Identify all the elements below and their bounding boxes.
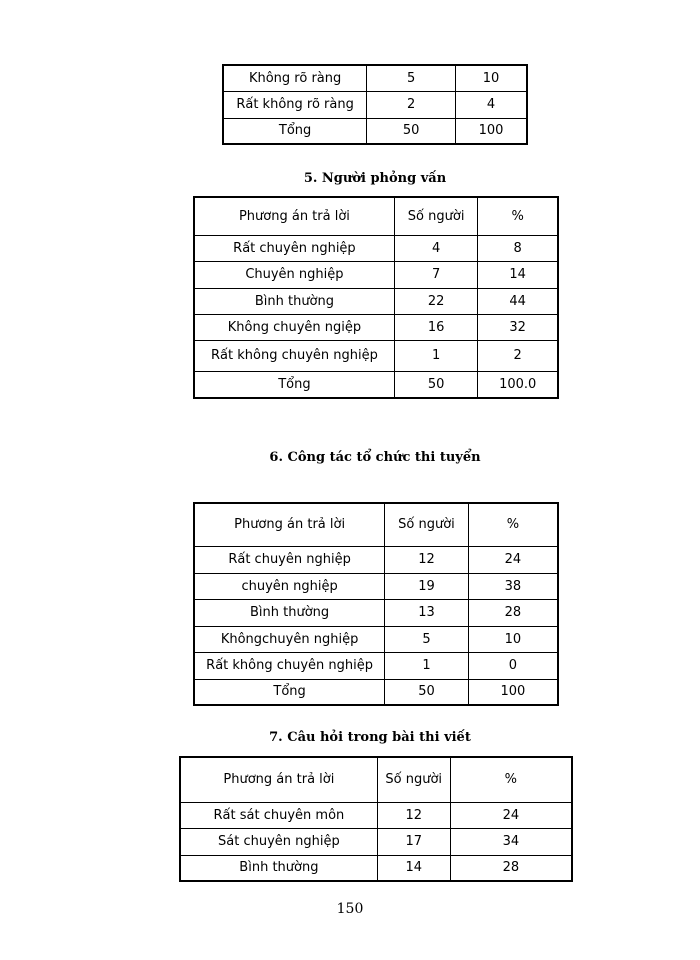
cell: Sát chuyên nghiệp: [180, 828, 377, 855]
header-cell: Số người: [394, 197, 478, 235]
cell: 100: [468, 679, 558, 705]
cell: 50: [394, 371, 478, 398]
table-header-row: [194, 197, 558, 235]
table-row: [194, 314, 558, 340]
cell: 12: [385, 546, 469, 573]
page-number: 150: [336, 901, 364, 917]
table-row: [194, 371, 558, 398]
cell: Bình thường: [194, 288, 394, 314]
table-section-7: [179, 756, 573, 882]
header-cell: Phương án trả lời: [194, 503, 385, 546]
cell: 16: [394, 314, 478, 340]
table-section-6: [193, 502, 559, 706]
cell: 24: [450, 802, 572, 828]
cell: 17: [377, 828, 450, 855]
cell: 14: [478, 261, 558, 288]
header-cell: %: [478, 197, 558, 235]
table-header-row: [194, 503, 558, 546]
cell: Không rõ ràng: [223, 65, 367, 91]
cell: 50: [367, 118, 456, 144]
cell: Chuyên nghiệp: [194, 261, 394, 288]
cell: Không chuyên ngiệp: [194, 314, 394, 340]
table-row: [194, 546, 558, 573]
cell: 100: [456, 118, 527, 144]
header-cell: Phương án trả lời: [194, 197, 394, 235]
cell: Rất sát chuyên môn: [180, 802, 377, 828]
cell: Tổng: [194, 371, 394, 398]
section-5-heading: 5. Người phỏng vấn: [303, 171, 447, 186]
cell: 100.0: [478, 371, 558, 398]
table-row: [223, 118, 527, 144]
section-6-heading: 6. Công tác tổ chức thi tuyển: [269, 450, 481, 465]
cell: 32: [478, 314, 558, 340]
cell: Tổng: [223, 118, 367, 144]
cell: 5: [367, 65, 456, 91]
table-row: [180, 855, 572, 881]
cell: Rất chuyên nghiệp: [194, 546, 385, 573]
cell: Bình thường: [180, 855, 377, 881]
cell: Bình thường: [194, 599, 385, 626]
cell: 44: [478, 288, 558, 314]
cell: 14: [377, 855, 450, 881]
cell: 38: [468, 573, 558, 599]
cell: 50: [385, 679, 469, 705]
cell: 2: [478, 340, 558, 371]
cell: 1: [394, 340, 478, 371]
table-row: [180, 828, 572, 855]
cell: 28: [450, 855, 572, 881]
table-row: [180, 802, 572, 828]
table-row: [223, 65, 527, 91]
header-cell: %: [450, 757, 572, 802]
cell: 1: [385, 652, 469, 679]
cell: 0: [468, 652, 558, 679]
cell: 4: [456, 91, 527, 118]
table-top: [222, 64, 528, 145]
table-row: [194, 679, 558, 705]
cell: Rất không chuyên nghiệp: [194, 340, 394, 371]
cell: 8: [478, 235, 558, 261]
table-row: [194, 652, 558, 679]
table-row: [223, 91, 527, 118]
cell: 34: [450, 828, 572, 855]
header-cell: Phương án trả lời: [180, 757, 377, 802]
table-row: [194, 573, 558, 599]
cell: Khôngchuyên nghiệp: [194, 626, 385, 652]
cell: 10: [468, 626, 558, 652]
cell: 12: [377, 802, 450, 828]
cell: 24: [468, 546, 558, 573]
cell: Rất chuyên nghiệp: [194, 235, 394, 261]
table-row: [194, 261, 558, 288]
table-row: [194, 340, 558, 371]
header-cell: Số người: [385, 503, 469, 546]
table-row: [194, 626, 558, 652]
header-cell: Số người: [377, 757, 450, 802]
table-header-row: [180, 757, 572, 802]
cell: 2: [367, 91, 456, 118]
section-7-heading: 7. Câu hỏi trong bài thi viết: [269, 730, 471, 745]
cell: 22: [394, 288, 478, 314]
cell: 28: [468, 599, 558, 626]
table-row: [194, 599, 558, 626]
header-cell: %: [468, 503, 558, 546]
cell: Tổng: [194, 679, 385, 705]
cell: 5: [385, 626, 469, 652]
table-section-5: [193, 196, 559, 399]
cell: 13: [385, 599, 469, 626]
cell: 7: [394, 261, 478, 288]
table-row: [194, 288, 558, 314]
cell: Rất không rõ ràng: [223, 91, 367, 118]
cell: 10: [456, 65, 527, 91]
cell: chuyên nghiệp: [194, 573, 385, 599]
cell: 19: [385, 573, 469, 599]
cell: 4: [394, 235, 478, 261]
cell: Rất không chuyên nghiệp: [194, 652, 385, 679]
table-row: [194, 235, 558, 261]
